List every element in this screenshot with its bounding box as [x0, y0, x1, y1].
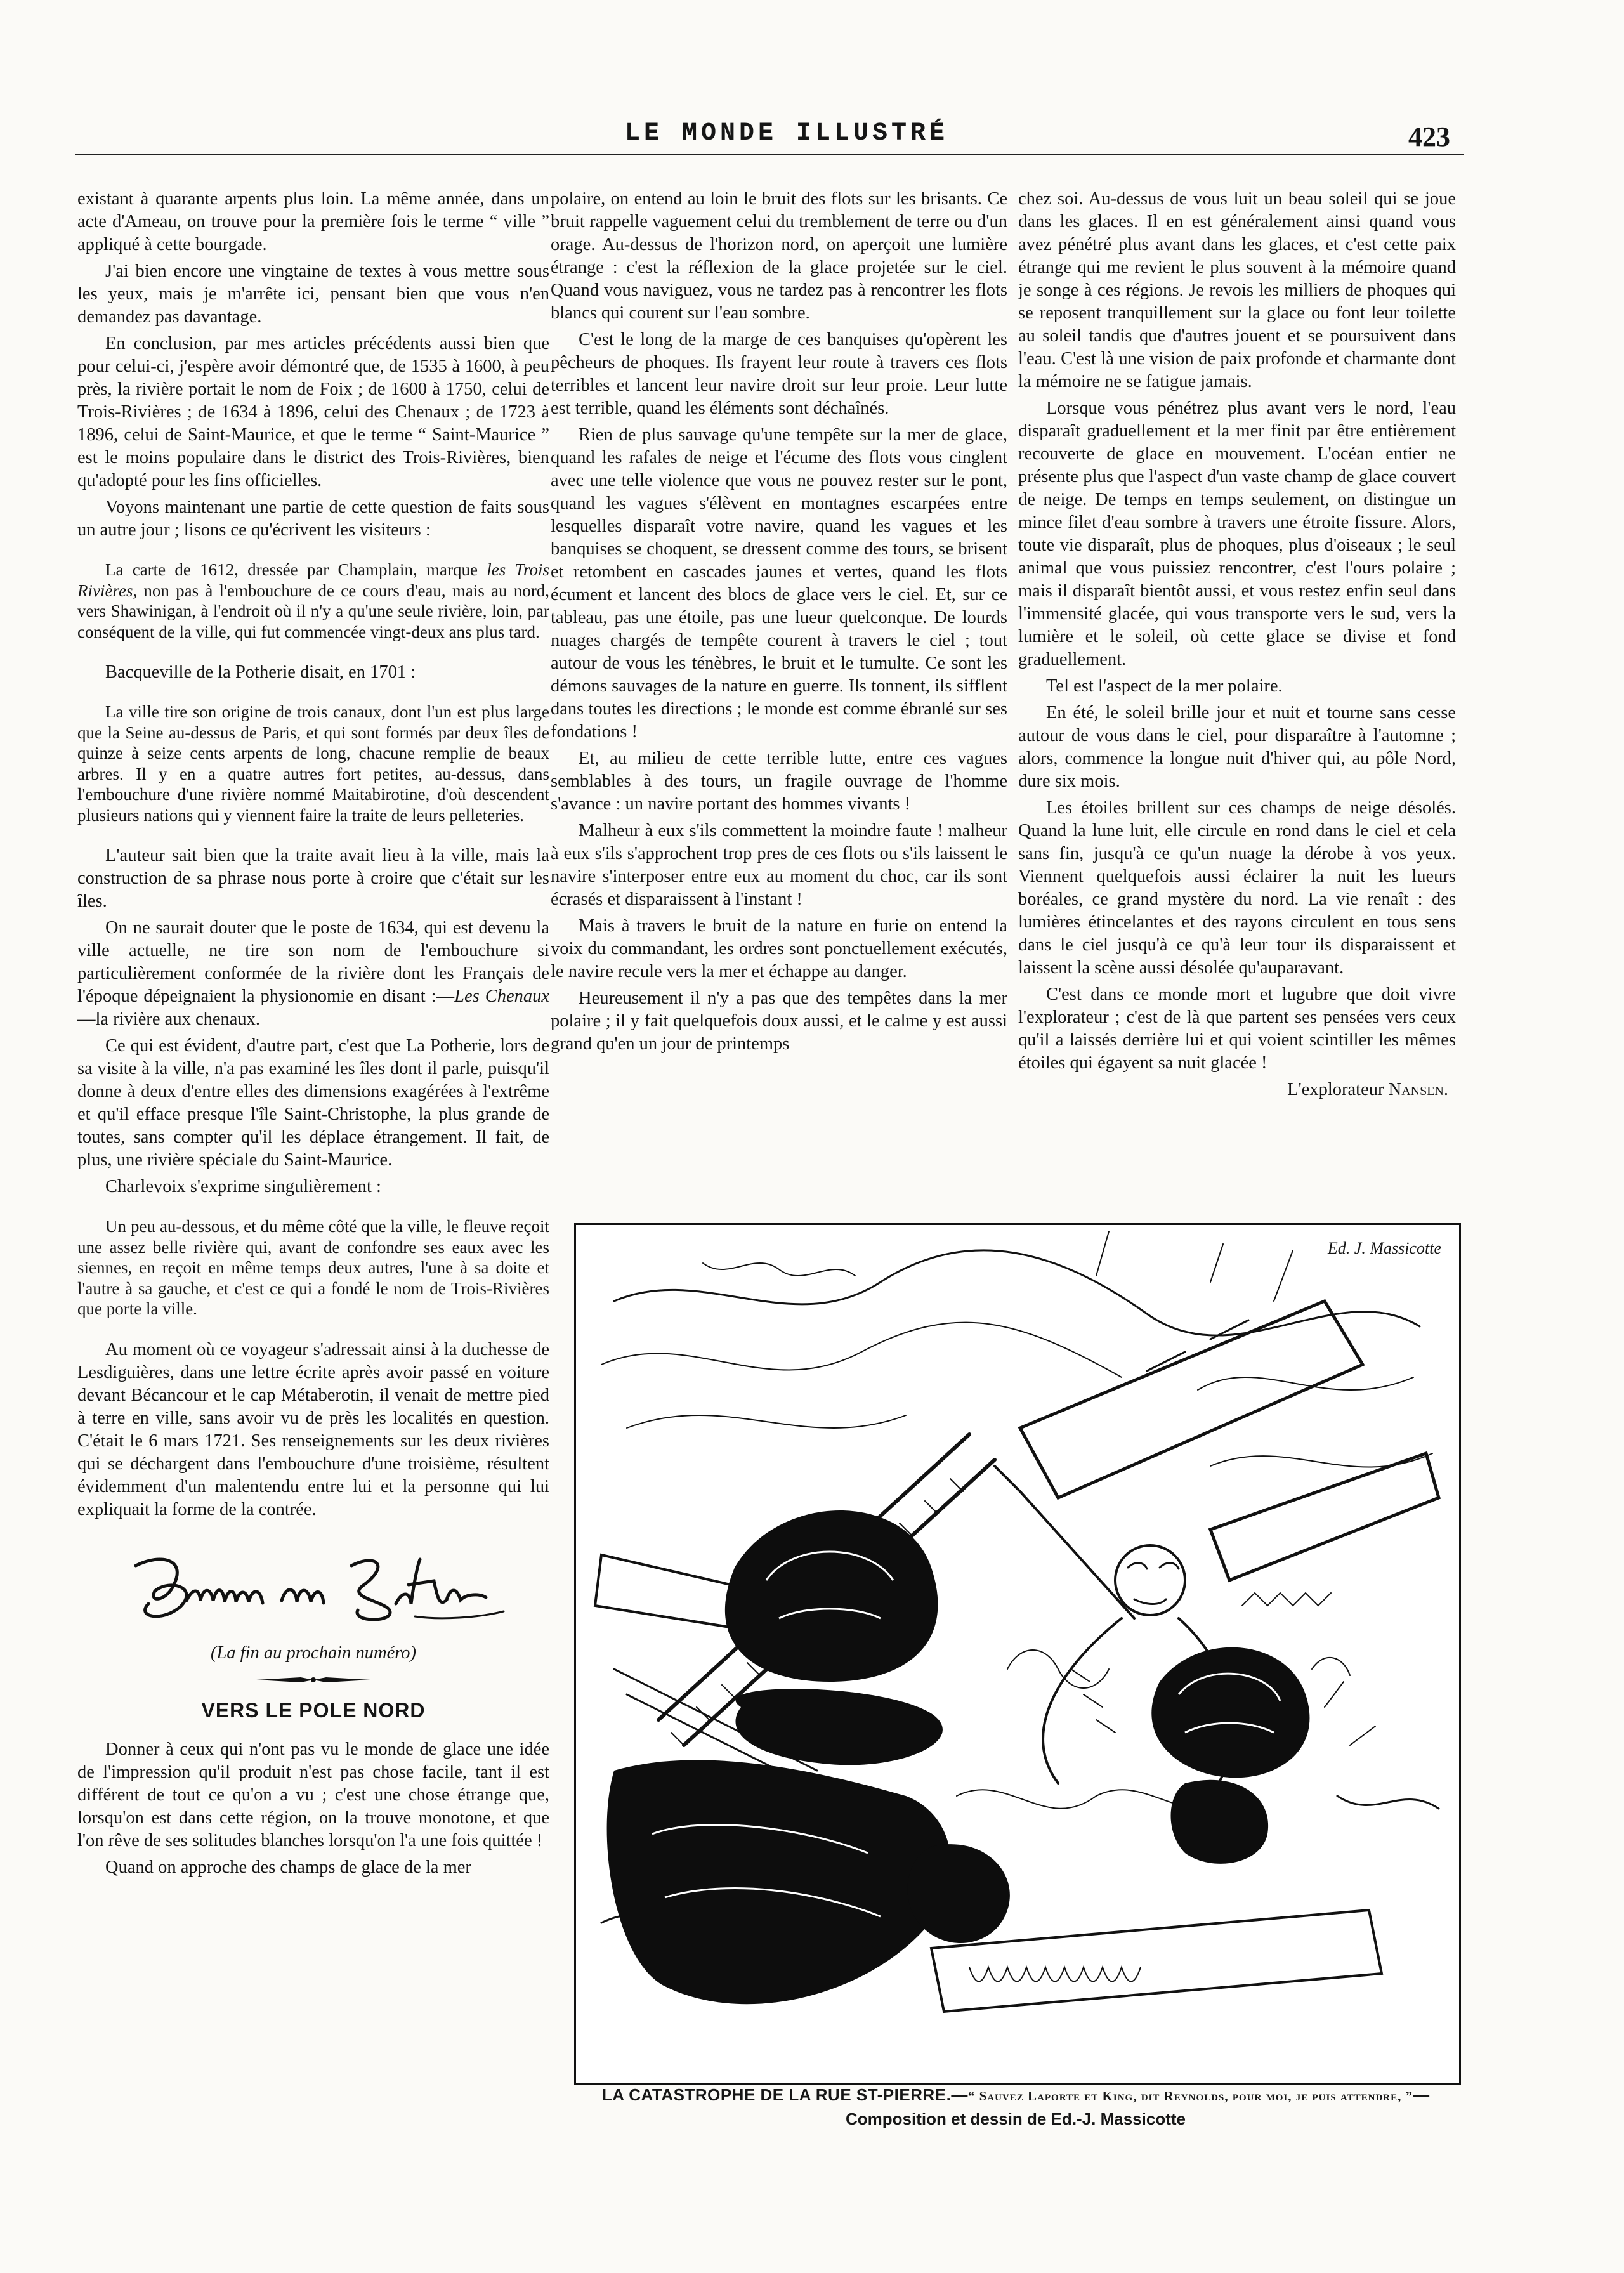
continued-note: (La fin au prochain numéro) [210, 1642, 417, 1663]
page-number: 423 [1408, 121, 1450, 152]
paragraph: chez soi. Au-dessus de vous luit un beau soleil qui se joue dans les glaces. Il en est généralement ainsi quand vous avez pénétré plus avant dans les glaces, et c'est cette paix étrange qui me revient le plus souvent à la mémoire quand je songe à ces régions. Je revois les milliers de phoques qui se reposent tranquillement sur la glace ou font leur toilette au soleil tandis que d'autres jouent et se poursuivent dans l'eau. C'est là une vision de paix profonde et charmante dont la mémoire ne se fatigue jamais. [1018, 189, 1456, 391]
ornament-divider [250, 1674, 377, 1686]
paragraph: Ce qui est évident, d'autre part, c'est que La Potherie, lors de sa visite à la ville, n'a pas examiné les îles dont il parle, puisqu'il donne à deux d'entre elles des dimensions exagérées à l'extrême et qu'il efface presque l'île Saint-Christophe, la plus grande de toutes, sans compter qu'il les déplace étrangement. Il fait, de plus, une rivière spéciale du Saint-Maurice. [77, 1036, 549, 1170]
paragraph: Les étoiles brillent sur ces champs de neige désolés. Quand la lune luit, elle circule en rond dans le ciel et cela sans fin, jusqu'à ce qu'un nuage la dérobe à vos yeux. Viennent quelquefois aussi éclairer la nuit les lueurs boréales, ce grand mystère du nord. La vie renaît : des lumières étincelantes et des rayons circulent en tous sens dans le ciel jusqu'à ce qu'à leur tour ils disparaissent et laissent la scène aussi désolée qu'auparavant. [1018, 798, 1456, 978]
paragraph: Lorsque vous pénétrez plus avant vers le nord, l'eau disparaît graduellement et la mer finit par être entièrement recouverte de glace en mouvement. L'océan entier ne présente plus que l'aspect d'un vaste champ de glace couvert de neige. De temps en temps seulement, on distingue un mince filet d'eau sombre à travers une étroite fissure. Alors, toute vie disparaît, plus de phoques, plus d'oiseaux ; le seul animal que vous puissiez rencontrer, c'est l'ours polaire ; mais il disparaît bientôt aussi, et vous restez enfin seul dans l'immensité glacée, qui vous transporte vers le sud, vers la lumière et le soleil, où cette glace se divise et fond graduellement. [1018, 398, 1456, 669]
paragraph [77, 917, 549, 1031]
paragraph-italic: Les Chenaux [454, 986, 549, 1006]
paragraph: polaire, on entend au loin le bruit des flots sur les brisants. Ce bruit rappelle vaguement celui du tremblement de terre ou d'un orage. Au-dessus de l'horizon nord, on aperçoit une lumière étrange : c'est la réflexion de la glace projetée sur le ciel. Quand vous naviguez, vous ne tardez pas à rencontrer les flots blancs qui courent sur l'eau sombre. [551, 189, 1007, 323]
article-title: VERS LE POLE NORD [201, 1698, 426, 1722]
paragraph-text: On ne saurait douter que le poste de 1634, qui est devenu la ville actuelle, ne tire son nom de l'embouchure si particulièrement conformée de la rivière dont les Français de l'époque dépeignaient la physionomie en disant :— [77, 918, 549, 1006]
paragraph: Mais à travers le bruit de la nature en furie on entend la voix du commandant, les ordres sont ponctuellement exécutés, le navire recule vers la mer et échappe au danger. [551, 916, 1007, 981]
signature-prefix: L'explorateur [1287, 1080, 1389, 1099]
column-1 [77, 188, 549, 1883]
illustration-fire-catastrophe [574, 1223, 1461, 2085]
paragraph: Rien de plus sauvage qu'une tempête sur la mer de glace, quand les rafales de neige et l'écume des flots vous cinglent avec une telle violence que vous ne pouvez rester sur le pont, quand les vagues s'élèvent en montagnes escarpées entre lesquelles disparaît votre navire, quand les vagues et les banquises se choquent, se dressent comme des tours, se brisent et retombent en cascades jaunes et vertes, quand les flots écument et lancent des blocs de glace vers le ciel. Et, sur ce tableau, pas une étoile, pas une lueur quelconque. De lourds nuages chargés de tempête courent à travers le ciel ; tout autour de vous les ténèbres, le bruit et le tumulte. Ce sont les démons sauvages de la nature en guerre. Ils tonnent, ils sifflent dans toutes les directions ; le monde est comme ébranlé sur ses fondations ! [551, 425, 1007, 742]
quote-italic: les Trois Rivières [77, 560, 549, 600]
quote-text: , non pas à l'embouchure de ce cours d'eau, mais au nord, vers Shawinigan, à l'endroit où il n'y a qu'une seule rivière, loin, par conséquent de la ville, qui fut commencée vingt-deux ans plus tard. [77, 580, 549, 641]
paragraph: Bacqueville de la Potherie disait, en 1701 : [105, 662, 416, 682]
paragraph: Donner à ceux qui n'ont pas vu le monde de glace une idée de l'impression qu'il produit n'est pas chose facile, tant il est différent de tout ce qu'on a vu ; c'est une chose étrange que, lorsqu'on est dans cette région, on la trouve monotone, et que l'on rêve de ses solitudes blanches lorsqu'on l'a une fois quittée ! [77, 1739, 549, 1850]
paragraph: Malheur à eux s'ils commettent la moindre faute ! malheur à eux s'ils s'approchent trop pres de ces flots ou s'ils laissent le navire s'interposer entre eux au moment du choc, car ils sont écrasés et disparaissent à l'instant ! [551, 821, 1007, 909]
paragraph: existant à quarante arpents plus loin. La même année, dans un acte d'Ameau, on trouve pour la première fois le terme “ ville ” appliqué à cette bourgade. [77, 189, 549, 254]
paragraph: Et, au milieu de cette terrible lutte, entre ces vagues semblables à des tours, un fragile ouvrage de l'homme s'avance : un navire portant des hommes vivants ! [551, 749, 1007, 814]
quotation: Un peu au-dessous, et du même côté que la ville, le fleuve reçoit une assez belle rivière qui, avant de confondre ses eaux avec les siennes, en reçoit en même temps deux autres, l'une à sa doite et l'autre à sa gauche, et c'est ce qui a fondé le nom de Trois-Rivières que porte la ville. [77, 1217, 549, 1318]
quote-text: La carte de 1612, dressée par Champlain, marque [105, 560, 487, 579]
author-signature [110, 1540, 516, 1629]
article-signature [1018, 1078, 1448, 1101]
paragraph: Tel est l'aspect de la mer polaire. [1046, 676, 1283, 696]
paragraph: J'ai bien encore une vingtaine de textes à vous mettre sous les yeux, mais je m'arrête ici, pensant bien que vous n'en demandez pas davantage. [77, 261, 549, 327]
paragraph: Heureusement il n'y a pas que des tempêtes dans la mer polaire ; il y fait quelquefois doux aussi, et le calme y est aussi grand qu'en un jour de printemps [551, 988, 1007, 1054]
header-rule [75, 154, 1464, 155]
quotation [77, 560, 549, 642]
masthead: LE MONDE ILLUSTRÉ [624, 119, 949, 148]
paragraph: Voyons maintenant une partie de cette question de faits sous un autre jour ; lisons ce qu'écrivent les visiteurs : [77, 497, 549, 540]
column-2 [551, 188, 1007, 1059]
artist-signature: Ed. J. Massicotte [1327, 1239, 1441, 1257]
paragraph: Au moment où ce voyageur s'adressait ainsi à la duchesse de Lesdiguières, dans une lettre écrite après avoir passé en voiture devant Bécancour et le cap Métaberotin, il venait de mettre pied à terre en ville, sans avoir vu de près les localités en question. C'était le 6 mars 1721. Ses renseignements sur les deux rivières qui se déchargent dans l'embouchure d'une troisième, résultent évidemment d'un malentendu entre lui et la personne qui lui expliquait la forme de la contrée. [77, 1339, 549, 1519]
caption-credit: —Composition et dessin de Ed.-J. Massicotte [846, 2085, 1430, 2128]
paragraph: En été, le soleil brille jour et nuit et tourne sans cesse autour de vous dans le ciel, pour disparaître à l'automne ; alors, commence la longue nuit d'hiver qui, au pôle Nord, dure six mois. [1018, 703, 1456, 791]
paragraph: En conclusion, par mes articles précédents aussi bien que pour celui-ci, j'espère avoir démontré que, de 1535 à 1600, à peu près, la rivière portait le nom de Foix ; de 1600 à 1750, celui de Trois-Rivières ; de 1634 à 1896, celui des Chenaux ; de 1723 à 1896, celui de Saint-Maurice, et que le terme “ Saint-Maurice ” est le moins populaire dans le district des Trois-Rivières, bien qu'adopté pour les fins officielles. [77, 334, 549, 490]
illustration-caption [574, 2083, 1457, 2131]
paragraph: C'est le long de la marge de ces banquises qu'opèrent les pêcheurs de phoques. Ils frayent leur route à travers ces flots terribles et lancent leur navire droit sur leur proie. Leur lutte est terrible, quand les éléments sont déchaînés. [551, 330, 1007, 418]
paragraph-text: —la rivière aux chenaux. [77, 1009, 261, 1029]
ink-sketch [576, 1225, 1459, 2083]
signature-name: Nansen. [1388, 1080, 1448, 1099]
paragraph: Quand on approche des champs de glace de la mer [105, 1857, 471, 1877]
quotation: La ville tire son origine de trois canaux, dont l'un est plus large que la Seine au-dessus de Paris, et qui sont formés par deux îles de quinze à seize cents arpents de long, chacune remplie de beaux arbres. Il y en a quatre autres fort petites, au-dessus, dans l'embouchure d'une rivière nommé Maitabirotine, d'où descendent plusieurs nations qui y viennent faire la traite de leurs pelleteries. [77, 702, 549, 825]
paragraph: Charlevoix s'exprime singulièrement : [105, 1177, 381, 1196]
paragraph: C'est dans ce monde mort et lugubre que doit vivre l'explorateur ; c'est de là que partent ses pensées vers ceux qu'il a laissés derrière lui et qui voient scintiller les mêmes étoiles qui égayent sa nuit glacée ! [1018, 985, 1456, 1073]
column-3 [1018, 188, 1456, 1105]
caption-quote: “ Sauvez Laporte et King, dit Reynolds, pour moi, je puis attendre, ” [967, 2088, 1413, 2104]
paragraph: L'auteur sait bien que la traite avait lieu à la ville, mais la construction de sa phrase nous porte à croire que c'était sur les îles. [77, 846, 549, 911]
caption-title: LA CATASTROPHE DE LA RUE ST-PIERRE.— [601, 2085, 968, 2104]
